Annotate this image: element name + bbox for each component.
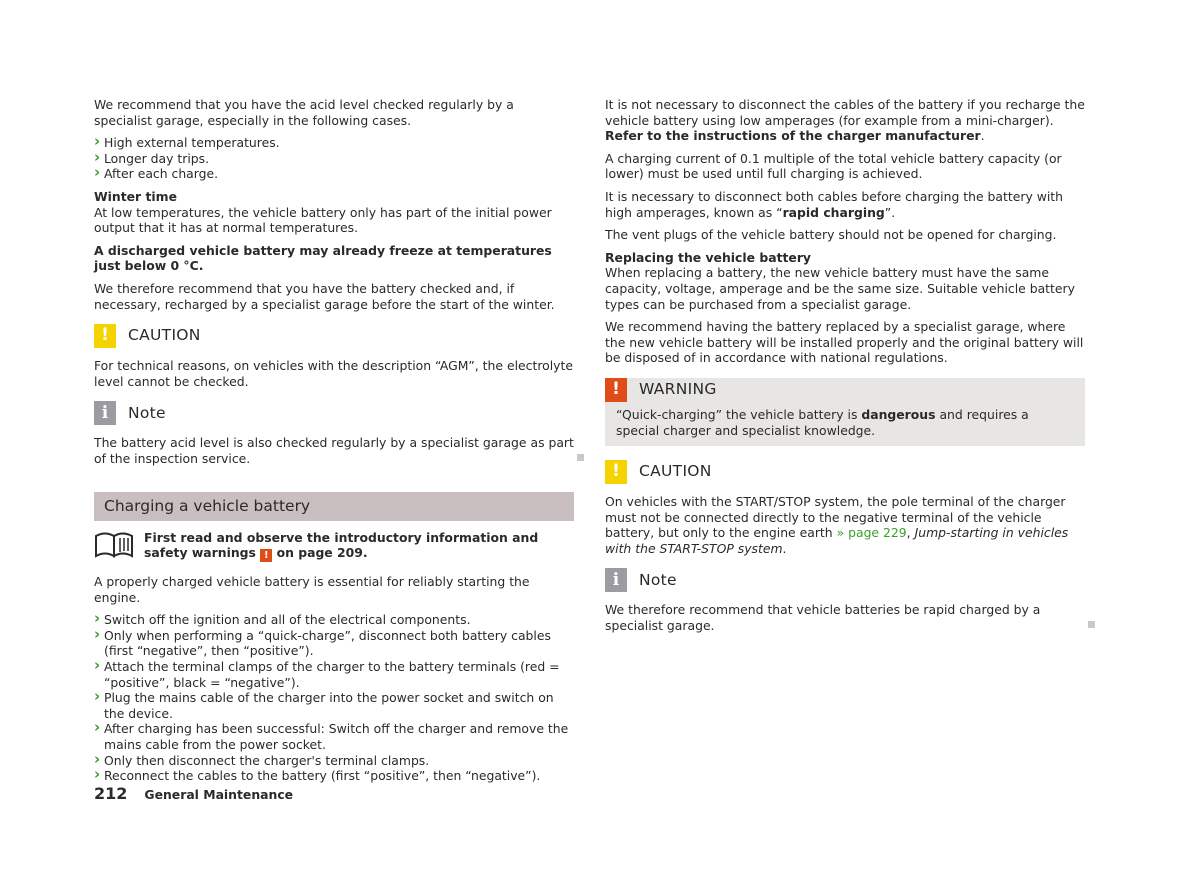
note-title: Note — [128, 403, 166, 422]
essential-paragraph: A properly charged vehicle battery is essential for reliably starting the engine. — [94, 574, 530, 605]
caution-title: CAUTION — [639, 462, 712, 481]
warning-text — [605, 407, 1085, 438]
page-footer — [94, 786, 293, 803]
disconnect-text: It is not necessary to disconnect the cables of the battery if you recharge the vehicle battery using low amperages (for example from a mini-charger). — [605, 97, 1085, 128]
section-end-mark — [1088, 621, 1095, 628]
intro-text-before: First read and observe the introductory information and safety warnings — [144, 529, 539, 561]
note-header — [605, 568, 1085, 592]
list-item: › Only when performing a “quick-charge”, disconnect both battery cables (first “negative”, then “positive”). — [94, 628, 574, 659]
caution-text-end: . — [782, 540, 787, 556]
acid-check-cases-list — [94, 135, 574, 182]
list-item: › Attach the terminal clamps of the charger to the battery terminals (red = “positive”, black = “negative”). — [94, 659, 574, 690]
caution-text-sep: , — [906, 525, 911, 541]
exclamation-icon: ! — [605, 378, 627, 402]
vent-plugs-paragraph: The vent plugs of the vehicle battery should not be opened for charging. — [605, 227, 1057, 243]
list-item: › After each charge. — [94, 166, 574, 182]
exclamation-icon: ! — [605, 460, 627, 484]
rapid-charging-text: It is necessary to disconnect both cables before charging the battery with high amperages, known as “ — [605, 188, 1064, 220]
info-icon: i — [94, 401, 116, 425]
intro-page-reference[interactable]: on page 209. — [276, 545, 368, 561]
replacing-recommend-paragraph: We recommend having the battery replaced by a specialist garage, where the new vehicle battery will be installed properly and the original battery will be disposed of in accordance with national regulations. — [605, 319, 1084, 366]
intro-text — [144, 530, 574, 563]
replacing-heading: Replacing the vehicle battery — [605, 249, 812, 265]
info-icon: i — [605, 568, 627, 592]
page-number: 212 — [94, 784, 128, 803]
replacing-paragraph: When replacing a battery, the new vehicle battery must have the same capacity, voltage, amperage and be the same size. Suitable vehicle battery types can be purchased from a specialist garage. — [605, 265, 1075, 312]
exclamation-icon: ! — [94, 324, 116, 348]
open-book-icon — [94, 530, 134, 558]
list-item: › High external temperatures. — [94, 135, 574, 151]
caution-text: For technical reasons, on vehicles with the description “AGM”, the electrolyte level cannot be checked. — [94, 358, 573, 389]
caution-title: CAUTION — [128, 326, 201, 345]
right-column — [605, 97, 1085, 641]
note-header — [94, 401, 574, 425]
winter-recommend-paragraph: We therefore recommend that you have the battery checked and, if necessary, recharged by a specialist garage before the start of the winter. — [94, 280, 555, 312]
rapid-charging-end: ”. — [884, 204, 896, 220]
warning-title: WARNING — [639, 380, 717, 399]
page-link[interactable]: » page 229 — [836, 525, 907, 541]
freeze-warning-paragraph: A discharged vehicle battery may already freeze at temperatures just below 0 °C. — [94, 242, 552, 274]
list-item: › Only then disconnect the charger's terminal clamps. — [94, 753, 574, 769]
exclamation-icon: ! — [260, 549, 272, 562]
intro-reference — [94, 530, 574, 563]
charging-steps-list — [94, 612, 574, 784]
caution-text-before: On vehicles with the START/STOP system, the pole terminal of the charger must not be connected directly to the negative terminal of the vehicle battery, but only to the engine earth — [605, 494, 1066, 541]
list-item: › Longer day trips. — [94, 151, 574, 167]
note-title: Note — [639, 570, 677, 589]
warning-header — [605, 378, 1085, 402]
list-item: › After charging has been successful: Switch off the charger and remove the mains cable from the power socket. — [94, 721, 574, 752]
list-item: › Switch off the ignition and all of the electrical components. — [94, 612, 574, 628]
rapid-charging-bold: rapid charging — [782, 204, 885, 220]
caution-link-title[interactable]: Jump-starting in vehicles with the START-STOP system — [605, 525, 1069, 556]
acid-level-paragraph: We recommend that you have the acid level checked regularly by a specialist garage, especially in the following cases. — [94, 97, 514, 128]
section-heading-charging: Charging a vehicle battery — [94, 492, 574, 521]
charging-current-paragraph: A charging current of 0.1 multiple of the total vehicle battery capacity (or lower) must be used until full charging is achieved. — [605, 150, 1062, 182]
footer-title: General Maintenance — [144, 787, 294, 802]
list-item: › Reconnect the cables to the battery (first “positive”, then “negative”). — [94, 768, 574, 784]
warning-text-after: and requires a special charger and specialist knowledge. — [616, 406, 1029, 438]
warning-text-before: “Quick-charging” the vehicle battery is — [616, 406, 858, 422]
section-end-mark — [577, 454, 584, 461]
list-item: › Plug the mains cable of the charger into the power socket and switch on the device. — [94, 690, 574, 721]
note-paragraph — [94, 435, 574, 466]
note-text: The battery acid level is also checked regularly by a specialist garage as part of the inspection service. — [94, 435, 574, 466]
rapid-charging-paragraph — [605, 189, 1085, 220]
disconnect-paragraph — [605, 97, 1085, 144]
caution-header — [94, 324, 574, 348]
disconnect-bold-text: Refer to the instructions of the charger manufacturer — [605, 128, 981, 144]
winter-time-heading: Winter time — [94, 188, 177, 204]
caution-header — [605, 460, 1085, 484]
note-text: We therefore recommend that vehicle batteries be rapid charged by a specialist garage. — [605, 602, 1041, 634]
warning-text-bold: dangerous — [861, 406, 936, 422]
disconnect-end: . — [980, 128, 985, 144]
winter-time-paragraph: At low temperatures, the vehicle battery only has part of the initial power output that it has at normal temperatures. — [94, 204, 552, 236]
caution-text — [605, 494, 1085, 556]
note-paragraph — [605, 602, 1085, 633]
left-column — [94, 97, 574, 791]
warning-block — [605, 378, 1085, 446]
